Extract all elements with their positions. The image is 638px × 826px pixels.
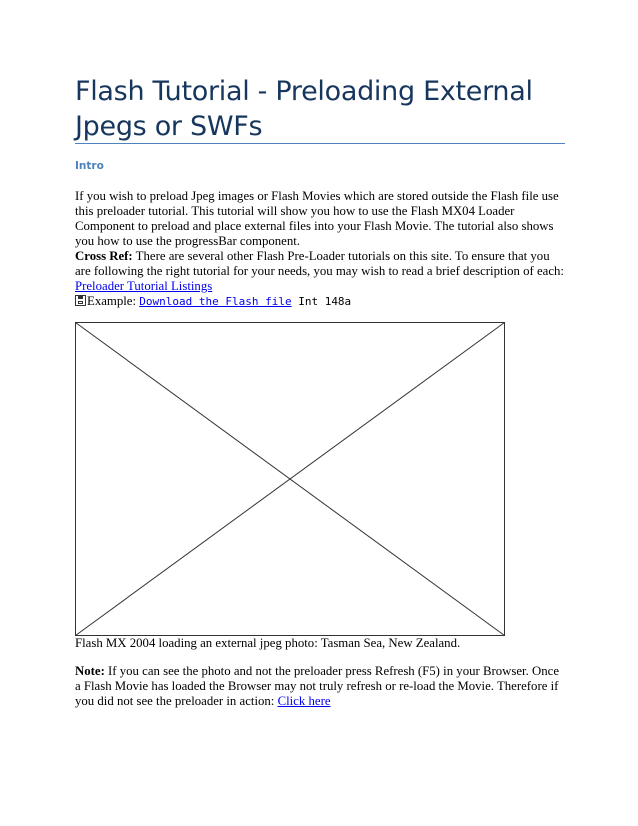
- title-underline: [75, 143, 565, 144]
- cross-ref-paragraph: [75, 249, 565, 294]
- preloader-tutorial-listings-link[interactable]: Preloader Tutorial Listings: [75, 279, 213, 293]
- image-caption: Flash MX 2004 loading an external jpeg photo: Tasman Sea, New Zealand.: [75, 636, 461, 650]
- section-heading-intro: Intro: [75, 160, 104, 172]
- click-here-link[interactable]: Click here: [277, 694, 331, 708]
- example-label: Example:: [87, 294, 140, 308]
- note-text: If you can see the photo and not the preloader press Refresh (F5) in your Browser. Once a Flash Movie has loaded the Browser may not truly refresh or re-load the Movie. Therefore if you did not see the preloader in action:: [75, 664, 560, 708]
- example-line: [75, 294, 565, 309]
- document-title: Flash Tutorial - Preloading External Jpegs or SWFs: [75, 76, 533, 142]
- example-code: Int 148a: [291, 295, 352, 308]
- note-paragraph: [75, 664, 565, 709]
- note-label: Note:: [75, 664, 105, 678]
- cross-ref-label: Cross Ref:: [75, 249, 133, 263]
- save-disk-icon: [75, 295, 86, 306]
- image-placeholder: [75, 322, 505, 636]
- intro-paragraph: If you wish to preload Jpeg images or Flash Movies which are stored outside the Flash file use this preloader tutorial. This tutorial will show you how to use the Flash MX04 Loader Component to preload and place external files into your Flash Movie. The tutorial also shows you how to use the progressBar component.: [75, 189, 559, 248]
- download-flash-file-link[interactable]: Download the Flash file: [139, 295, 292, 308]
- cross-ref-text: There are several other Flash Pre-Loader tutorials on this site. To ensure that you are following the right tutorial for your needs, you may wish to read a brief description of each:: [75, 249, 564, 278]
